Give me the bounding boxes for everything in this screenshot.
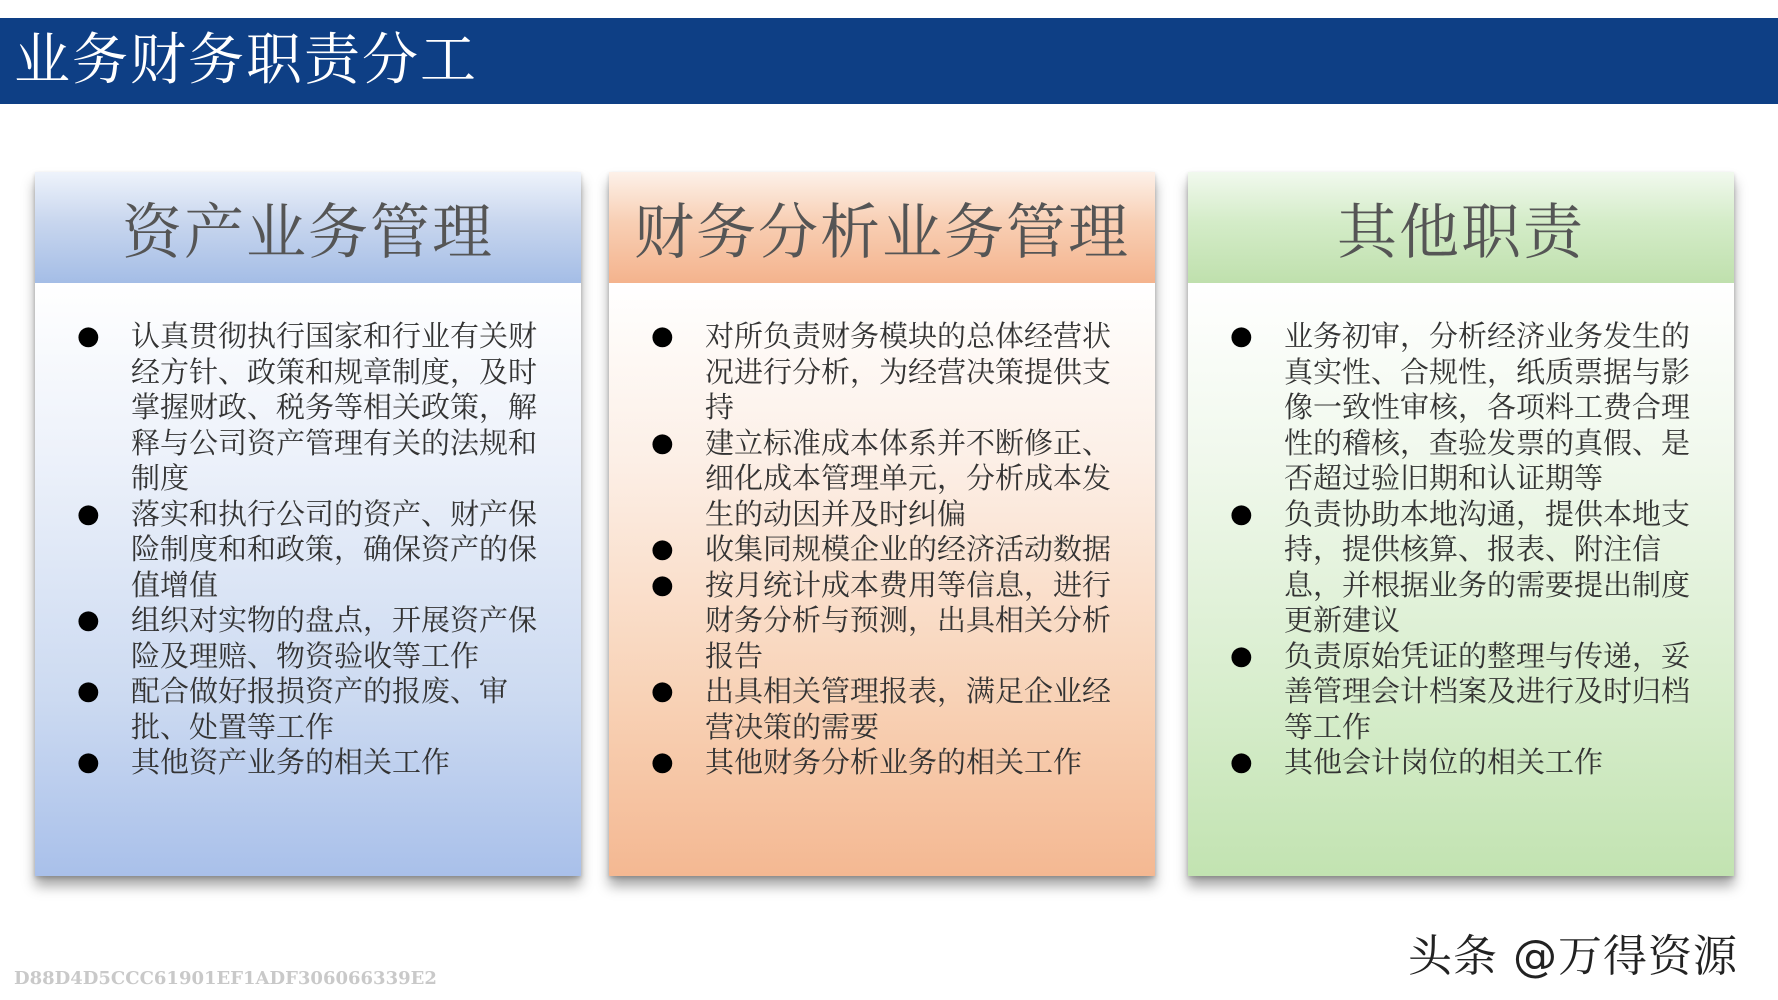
item-text: 对所负责财务模块的总体经营状况进行分析，为经营决策提供支持 bbox=[705, 319, 1112, 424]
item-text: 其他财务分析业务的相关工作 bbox=[705, 745, 1083, 779]
item-text: 其他资产业务的相关工作 bbox=[131, 745, 451, 779]
document-code: D88D4D5CCC61901EF1ADF306066339E2 bbox=[14, 968, 437, 989]
list-item bbox=[1230, 745, 1710, 781]
title-bar bbox=[0, 18, 1778, 104]
bullet-icon: ● bbox=[1230, 498, 1253, 529]
panel-asset-management bbox=[35, 172, 581, 876]
panel-header: 资产业务管理 bbox=[35, 172, 581, 283]
panel-header: 其他职责 bbox=[1188, 172, 1734, 283]
bullet-icon: ● bbox=[1230, 640, 1253, 671]
item-text: 其他会计岗位的相关工作 bbox=[1284, 745, 1604, 779]
duty-list bbox=[77, 319, 557, 781]
bullet-icon: ● bbox=[651, 569, 674, 600]
bullet-icon: ● bbox=[77, 747, 100, 777]
bullet-icon: ● bbox=[651, 676, 674, 706]
item-text: 组织对实物的盘点，开展资产保险及理赔、物资验收等工作 bbox=[131, 603, 538, 673]
item-text: 认真贯彻执行国家和行业有关财经方针、政策和规章制度，及时掌握财政、税务等相关政策，解释与公司资产管理有关的法规和制度 bbox=[131, 319, 538, 495]
bullet-icon: ● bbox=[651, 321, 674, 351]
list-item bbox=[651, 745, 1131, 781]
list-item bbox=[651, 426, 1131, 533]
list-item bbox=[1230, 497, 1710, 639]
list-item bbox=[651, 532, 1131, 568]
item-text: 业务初审，分析经济业务发生的真实性、合规性，纸质票据与影像一致性审核，各项料工费合理性的稽核，查验发票的真假、是否超过验旧期和认证期等 bbox=[1284, 319, 1691, 495]
panel-body bbox=[1188, 283, 1734, 876]
list-item bbox=[1230, 319, 1710, 497]
list-item bbox=[1230, 639, 1710, 746]
bullet-icon: ● bbox=[651, 747, 674, 777]
duty-list bbox=[651, 319, 1131, 781]
item-text: 落实和执行公司的资产、财产保险制度和和政策，确保资产的保值增值 bbox=[131, 496, 538, 602]
bullet-icon: ● bbox=[1230, 747, 1253, 777]
list-item bbox=[77, 603, 557, 674]
watermark: 头条 @万得资源 bbox=[1408, 931, 1738, 982]
panel-financial-analysis bbox=[609, 172, 1155, 876]
bullet-icon: ● bbox=[77, 321, 100, 351]
list-item bbox=[77, 745, 557, 781]
panel-body bbox=[609, 283, 1155, 876]
list-item bbox=[651, 568, 1131, 675]
bullet-icon: ● bbox=[651, 534, 674, 564]
bullet-icon: ● bbox=[77, 498, 100, 529]
item-text: 配合做好报损资产的报废、审批、处置等工作 bbox=[131, 674, 509, 744]
item-text: 建立标准成本体系并不断修正、细化成本管理单元，分析成本发生的动因并及时纠偏 bbox=[705, 425, 1112, 531]
duty-list bbox=[1230, 319, 1710, 781]
item-text: 负责原始凭证的整理与传递，妥善管理会计档案及进行及时归档等工作 bbox=[1284, 638, 1691, 744]
panel-body bbox=[35, 283, 581, 876]
list-item bbox=[651, 319, 1131, 426]
bullet-icon: ● bbox=[77, 605, 100, 635]
bullet-icon: ● bbox=[1230, 321, 1253, 351]
bullet-icon: ● bbox=[651, 427, 674, 458]
list-item bbox=[77, 674, 557, 745]
list-item bbox=[651, 674, 1131, 745]
item-text: 收集同规模企业的经济活动数据 bbox=[705, 532, 1112, 566]
item-text: 负责协助本地沟通，提供本地支持，提供核算、报表、附注信息，并根据业务的需要提出制度更新建议 bbox=[1284, 496, 1691, 637]
bullet-icon: ● bbox=[77, 676, 100, 706]
list-item bbox=[77, 319, 557, 497]
item-text: 按月统计成本费用等信息，进行财务分析与预测，出具相关分析报告 bbox=[705, 567, 1112, 673]
page-title: 业务财务职责分工 bbox=[14, 28, 478, 93]
panel-other-duties bbox=[1188, 172, 1734, 876]
item-text: 出具相关管理报表，满足企业经营决策的需要 bbox=[705, 674, 1112, 744]
panel-header: 财务分析业务管理 bbox=[609, 172, 1155, 283]
list-item bbox=[77, 497, 557, 604]
